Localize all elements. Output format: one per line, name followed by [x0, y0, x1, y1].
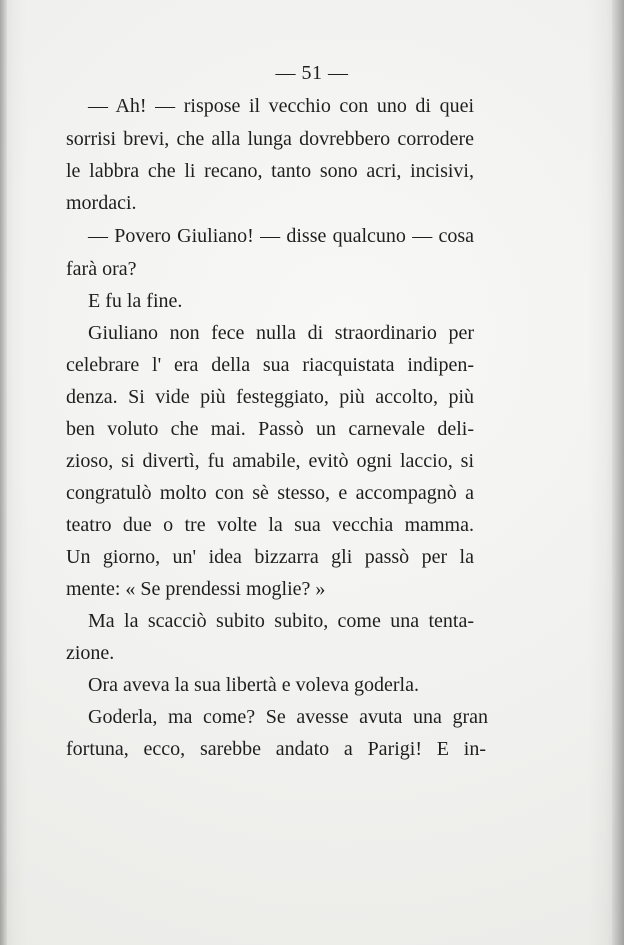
- text-line: celebrare l' era della sua riacquistata indipen-: [66, 354, 474, 376]
- text-line: Ora aveva la sua libertà e voleva goderla.: [88, 674, 419, 696]
- text-line: le labbra che li recano, tanto sono acri, incisivi,: [66, 160, 474, 182]
- page-number: — 51 —: [275, 62, 349, 84]
- text-line: denza. Si vide più festeggiato, più accolto, più: [66, 386, 474, 408]
- text-line: E fu la fine.: [88, 290, 183, 312]
- text-line: zione.: [66, 642, 115, 664]
- text-line: zioso, si divertì, fu amabile, evitò ogni laccio, si: [66, 450, 474, 472]
- text-line: — Povero Giuliano! — disse qualcuno — cosa: [88, 225, 474, 247]
- text-line: mente: « Se prendessi moglie? »: [66, 578, 326, 600]
- text-line: teatro due o tre volte la sua vecchia mamma.: [66, 514, 474, 536]
- text-line: mordaci.: [66, 192, 137, 214]
- text-line: — Ah! — rispose il vecchio con uno di quei: [88, 95, 474, 117]
- text-line: Goderla, ma come? Se avesse avuta una gran: [88, 706, 488, 728]
- text-line: sorrisi brevi, che alla lunga dovrebbero corrodere: [66, 128, 474, 150]
- text-line: ben voluto che mai. Passò un carnevale deli-: [66, 418, 474, 440]
- text-line: congratulò molto con sè stesso, e accompagnò a: [66, 482, 474, 504]
- text-line: Giuliano non fece nulla di straordinario per: [88, 322, 474, 344]
- text-line: Un giorno, un' idea bizzarra gli passò per la: [66, 546, 474, 568]
- text-line: fortuna, ecco, sarebbe andato a Parigi! E in-: [66, 738, 486, 760]
- text-line: Ma la scacciò subito subito, come una tenta-: [88, 610, 474, 632]
- text-line: farà ora?: [66, 258, 137, 280]
